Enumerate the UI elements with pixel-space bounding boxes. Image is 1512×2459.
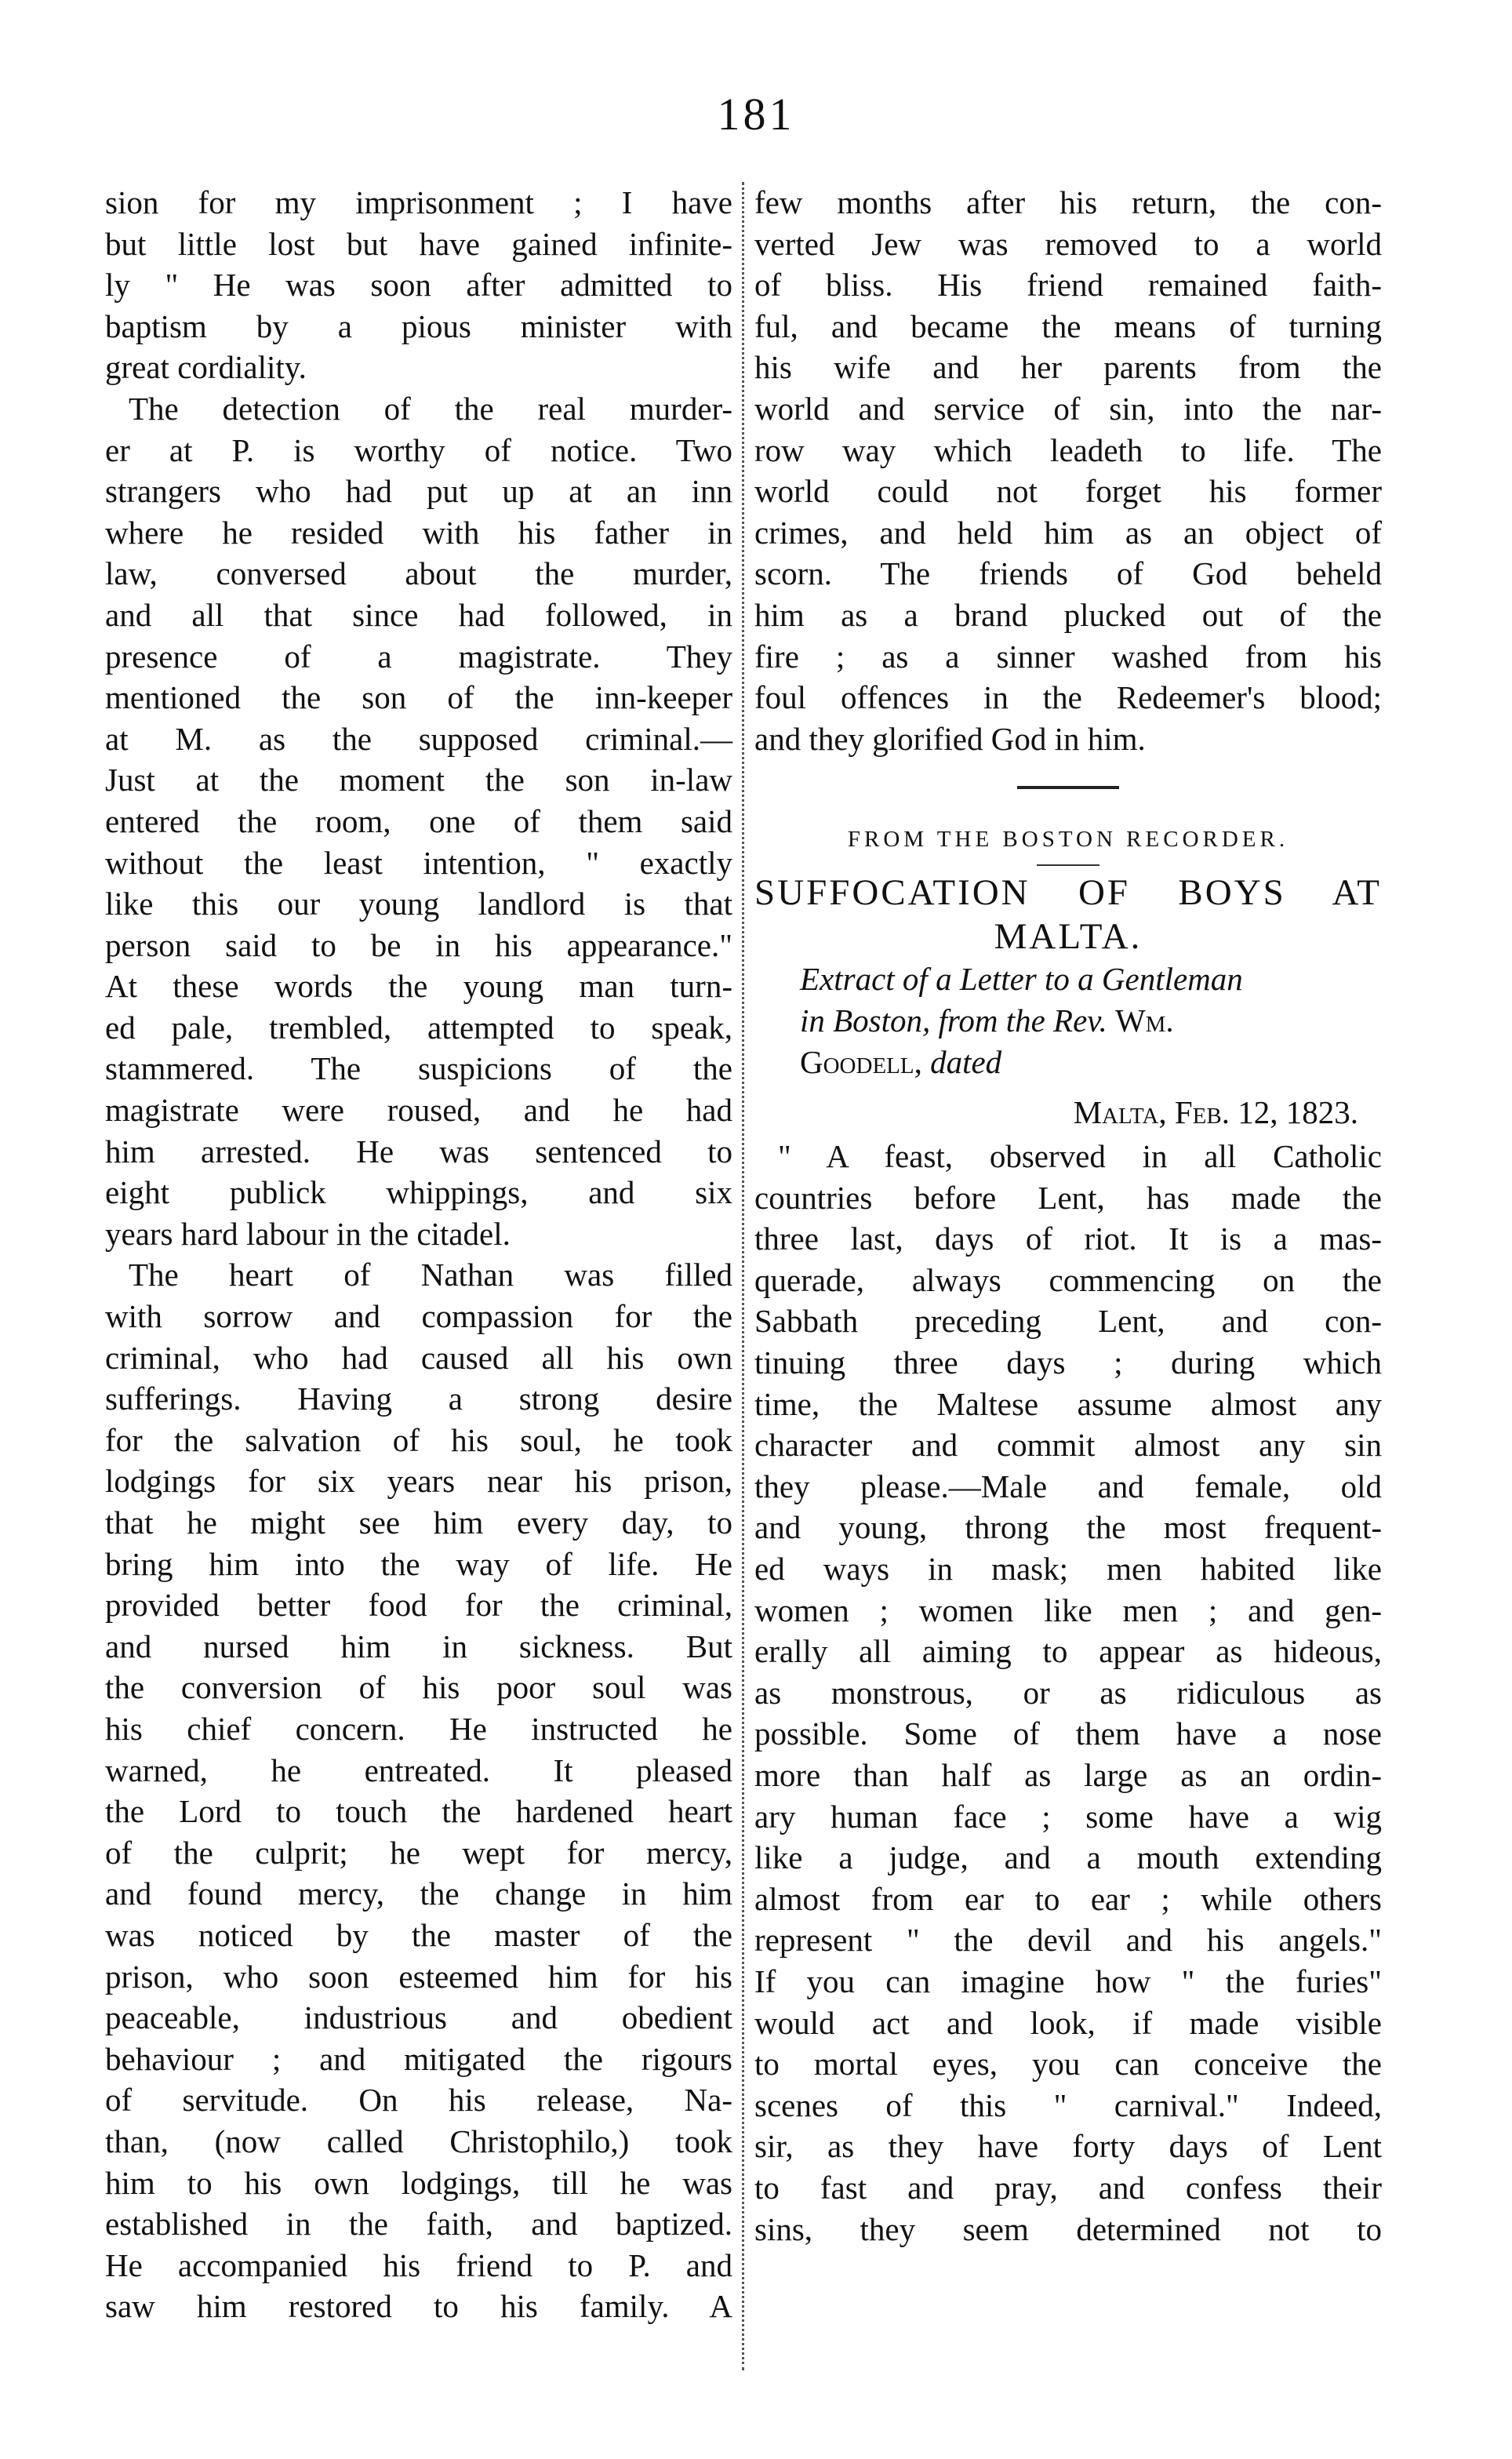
right-column [754,182,1382,2378]
text-line: presence of a magistrate. They [105,638,732,675]
text-line: with sorrow and compassion for the [105,1298,732,1335]
text-line: world could not forget his former [754,473,1382,510]
text-line: and nursed him in sickness. But [105,1628,732,1664]
text-line: eight publick whippings, and six [105,1174,732,1211]
text-line: verted Jew was removed to a world [754,225,1382,262]
article-subhead-continued [754,1000,1382,1042]
text-line: entered the room, one of them said [105,802,732,839]
text-line: but little lost but have gained infinite- [105,225,732,262]
text-line: Just at the moment the son in-law [105,762,732,798]
text-line: of servitude. On his release, Na- [105,2082,732,2119]
text-line: than, (now called Christophilo,) took [105,2123,732,2159]
text-line: of the culprit; he wept for mercy, [105,1834,732,1871]
text-line: peaceable, industrious and obedient [105,1999,732,2036]
text-line: that he might see him every day, to [105,1504,732,1541]
text-line: foul offences in the Redeemer's blood; [754,679,1382,716]
text-line: person said to be in his appearance." [105,926,732,963]
text-line: criminal, who had caused all his own [105,1339,732,1376]
text-line: and they glorified God in him. [754,720,1146,757]
text-line: the Lord to touch the hardened heart [105,1793,732,1830]
text-line: provided better food for the criminal, [105,1587,732,1624]
subhead-dated: dated [930,1043,1002,1080]
text-line: sir, as they have forty days of Lent [754,2128,1382,2165]
text-line: to mortal eyes, you can conceive the [754,2046,1382,2083]
text-line: The detection of the real murder- [129,390,732,427]
text-line: him as a brand plucked out of the [754,596,1382,633]
text-line: scorn. The friends of God beheld [754,555,1382,592]
text-line: his wife and her parents from the [754,349,1382,386]
text-line: and young, throng the most frequent- [754,1509,1382,1546]
text-line: world and service of sin, into the nar- [754,390,1382,427]
text-line: He accompanied his friend to P. and [105,2246,732,2283]
source-heading: FROM THE BOSTON RECORDER. [847,827,1289,853]
text-line: and all that since had followed, in [105,596,732,633]
text-line: Sabbath preceding Lent, and con- [754,1303,1382,1340]
text-line: great cordiality. [105,349,307,386]
text-line: possible. Some of them have a nose [754,1715,1382,1752]
text-line: lodgings for six years near his prison, [105,1463,732,1500]
text-line: ary human face ; some have a wig [754,1798,1382,1835]
text-line: querade, always commencing on the [754,1261,1382,1298]
text-line: mentioned the son of the inn-keeper [105,679,732,716]
text-line: warned, he entreated. It pleased [105,1751,732,1788]
text-line: him arrested. He was sentenced to [105,1133,732,1169]
text-line: established in the faith, and baptized. [105,2206,732,2243]
text-line: they please.—Male and female, old [754,1468,1382,1504]
text-line: time, the Maltese assume almost any [754,1385,1382,1422]
text-line: without the least intention, " exactly [105,844,732,881]
text-line: ed ways in mask; men habited like [754,1551,1382,1588]
text-line: ly " He was soon after admitted to [105,267,732,304]
text-line: erally all aiming to appear as hideous, [754,1633,1382,1670]
text-line: er at P. is worthy of notice. Two [105,431,732,468]
text-line: of bliss. His friend remained faith- [754,267,1382,304]
text-line: countries before Lent, has made the [754,1179,1382,1216]
text-line: sins, they seem determined not to [754,2210,1382,2247]
text-line: law, conversed about the murder, [105,555,732,592]
author-surname: Goodell, [800,1043,922,1080]
text-line: for the salvation of his soul, he took [105,1421,732,1458]
text-line: If you can imagine how " the furies" [754,1962,1382,1999]
text-line: to fast and pray, and confess their [754,2169,1382,2206]
text-line: where he resided with his father in [105,514,732,551]
text-line: years hard labour in the citadel. [105,1215,511,1252]
text-line: crimes, and held him as an object of [754,514,1382,551]
article-subhead-author [754,1042,1382,1083]
text-line: like a judge, and a mouth extending [754,1839,1382,1876]
text-line: few months after his return, the con- [754,184,1382,220]
text-line: baptism by a pious minister with [105,307,732,344]
text-line: was noticed by the master of the [105,1916,732,1953]
text-line: like this our young landlord is that [105,886,732,922]
text-line: ful, and became the means of turning [754,307,1382,344]
column-divider [742,182,744,2370]
article-headline-continued: MALTA. [994,916,1143,958]
subhead-text: in Boston, from the Rev. [800,1002,1115,1039]
text-line: more than half as large as an ordin- [754,1757,1382,1793]
text-line: sufferings. Having a strong desire [105,1380,732,1417]
text-line: " A feast, observed in all Catholic [778,1138,1382,1175]
text-line: represent " the devil and his angels." [754,1922,1382,1959]
text-line: character and commit almost any sin [754,1427,1382,1464]
text-line: fire ; as a sinner washed from his [754,638,1382,675]
text-line: At these words the young man turn- [105,968,732,1005]
text-line: behaviour ; and mitigated the rigours [105,2040,732,2077]
text-line: his chief concern. He instructed he [105,1710,732,1747]
text-line: bring him into the way of life. He [105,1545,732,1582]
text-line: and found mercy, the change in him [105,1875,732,1912]
text-line: three last, days of riot. It is a mas- [754,1220,1382,1257]
text-line: saw him restored to his family. A [105,2288,732,2325]
text-line: would act and look, if made visible [754,2004,1382,2041]
page-number: 181 [717,89,795,140]
text-line: magistrate were roused, and he had [105,1092,732,1129]
text-line: women ; women like men ; and gen- [754,1591,1382,1628]
text-line: ed pale, trembled, attempted to speak, [105,1009,732,1046]
article-headline: SUFFOCATION OF BOYS AT [754,872,1382,914]
text-line: at M. as the supposed criminal.— [105,720,732,757]
text-line: stammered. The suspicions of the [105,1050,732,1087]
text-line: scenes of this " carnival." Indeed, [754,2086,1382,2123]
text-line: tinuing three days ; during which [754,1344,1382,1381]
text-line: The heart of Nathan was filled [129,1257,732,1293]
left-column [105,182,732,2378]
heading-rule [1037,864,1099,866]
section-divider [1017,786,1119,789]
text-line: almost from ear to ear ; while others [754,1880,1382,1917]
text-line: prison, who soon esteemed him for his [105,1958,732,1995]
text-line: him to his own lodgings, till he was [105,2164,732,2201]
author-first-name: Wm. [1114,1002,1174,1039]
text-line: row way which leadeth to life. The [754,431,1382,468]
text-line: the conversion of his poor soul was [105,1669,732,1706]
text-line: strangers who had put up at an inn [105,473,732,510]
text-line: sion for my imprisonment ; I have [105,184,732,220]
letter-dateline: Malta, Feb. 12, 1823. [1073,1094,1358,1131]
article-subhead: Extract of a Letter to a Gentleman [800,961,1243,998]
text-line: as monstrous, or as ridiculous as [754,1674,1382,1711]
